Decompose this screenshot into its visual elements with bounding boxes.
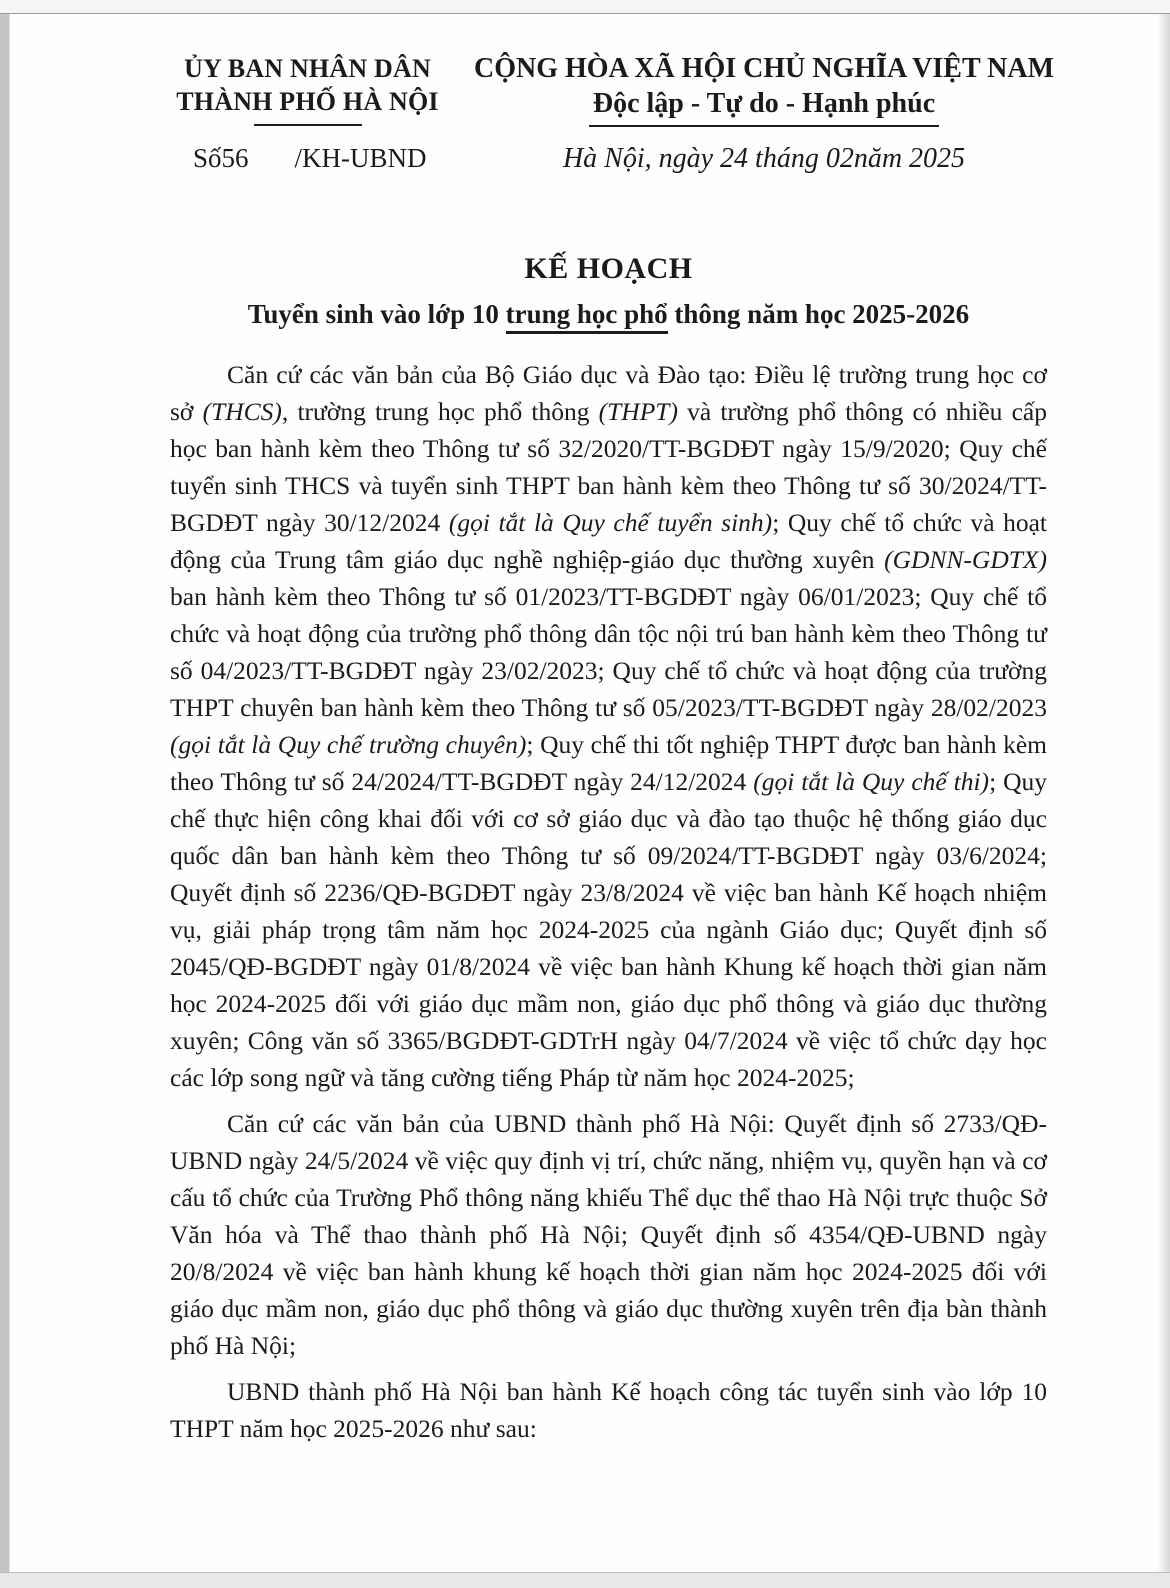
paragraph-legal-basis-moet: Căn cứ các văn bản của Bộ Giáo dục và Đào tạo: Điều lệ trường trung học cơ sở (THCS), trường trung học phổ thông (THPT) và trường phổ thông có nhiều cấp học ban hành kèm theo Thông tư số 32/2020/TT-BGDĐT ngày 15/9/2020; Quy chế tuyển sinh THCS và tuyển sinh THPT ban hành kèm theo Thông tư số 30/2024/TT-BGDĐT ngày 30/12/2024 (gọi tắt là Quy chế tuyển sinh); Quy chế tổ chức và hoạt động của Trung tâm giáo dục nghề nghiệp-giáo dục thường xuyên (GDNN-GDTX) ban hành kèm theo Thông tư số 01/2023/TT-BGDĐT ngày 06/01/2023; Quy chế tổ chức và hoạt động của trường phổ thông dân tộc nội trú ban hành kèm theo Thông tư số 04/2023/TT-BGDĐT ngày 23/02/2023; Quy chế tổ chức và hoạt động của trường THPT chuyên ban hành kèm theo Thông tư số 05/2023/TT-BGDĐT ngày 28/02/2023 (gọi tắt là Quy chế trường chuyên); Quy chế thi tốt nghiệp THPT được ban hành kèm theo Thông tư số 24/2024/TT-BGDĐT ngày 24/12/2024 (gọi tắt là Quy chế thi); Quy chế thực hiện công khai đối với cơ sở giáo dục và đào tạo thuộc hệ thống giáo dục quốc dân ban hành kèm theo Thông tư số 09/2024/TT-BGDĐT ngày 03/6/2024; Quyết định số 2236/QĐ-BGDĐT ngày 23/8/2024 về việc ban hành Kế hoạch nhiệm vụ, giải pháp trọng tâm năm học 2024-2025 của ngành Giáo dục; Quyết định số 2045/QĐ-BGDĐT ngày 01/8/2024 về việc ban hành Khung kế hoạch thời gian năm học 2024-2025 đối với giáo dục mầm non, giáo dục phổ thông và giáo dục thường xuyên; Công văn số 3365/BGDĐT-GDTrH ngày 04/7/2024 về việc tổ chức dạy học các lớp song ngữ và tăng cường tiếng Pháp từ năm học 2024-2025; (170, 360, 1048, 1092)
scan-edge-left (0, 14, 10, 1572)
national-motto: Độc lập - Tự do - Hạnh phúc (589, 87, 939, 127)
header-left-rule (254, 124, 362, 126)
scan-edge-right (1156, 14, 1170, 1572)
document-subtitle-underlined: trung học phổ (506, 299, 668, 334)
dateline: Hà Nội, ngày 24 tháng 02năm 2025 (562, 143, 966, 174)
document-number-value: 56 (221, 143, 249, 173)
document-number (165, 143, 450, 174)
document-number-label: Số (193, 143, 222, 173)
document-title-block (170, 250, 1047, 332)
scan-edge-bottom (0, 1572, 1170, 1588)
document-number-symbol: /KH-UBND (294, 143, 427, 173)
document-subtitle-pre: Tuyển sinh vào lớp 10 (247, 299, 506, 329)
issuing-authority-line1: ỦY BAN NHÂN DÂN (184, 54, 431, 83)
document-subtitle-post: thông năm học 2025-2026 (667, 299, 970, 329)
issuing-authority-line2: THÀNH PHỐ HÀ NỘI (176, 87, 439, 116)
issuing-authority-block (165, 52, 450, 174)
national-title: CỘNG HÒA XÃ HỘI CHỦ NGHĨA VIỆT NAM (473, 53, 1055, 84)
document-subtitle (170, 296, 1047, 332)
national-header-block (468, 50, 1060, 175)
paragraph-issuance-statement: UBND thành phố Hà Nội ban hành Kế hoạch công tác tuyển sinh vào lớp 10 THPT năm học 2025-2026 như sau: (170, 1377, 1047, 1443)
paragraph-legal-basis-hanoi: Căn cứ các văn bản của UBND thành phố Hà Nội: Quyết định số 2733/QĐ-UBND ngày 24/5/2024 về việc quy định vị trí, chức năng, nhiệm vụ, quyền hạn và cơ cấu tổ chức của Trường Phổ thông năng khiếu Thể dục thể thao Hà Nội trực thuộc Sở Văn hóa và Thể thao thành phố Hà Nội; Quyết định số 4354/QĐ-UBND ngày 20/8/2024 về việc ban hành khung kế hoạch thời gian năm học 2024-2025 đối với giáo dục mầm non, giáo dục phổ thông và giáo dục thường xuyên trên địa bàn thành phố Hà Nội; (170, 1109, 1047, 1360)
document-title: KẾ HOẠCH (524, 252, 693, 285)
scan-edge-top (0, 0, 1170, 14)
document-body (170, 356, 1047, 1456)
